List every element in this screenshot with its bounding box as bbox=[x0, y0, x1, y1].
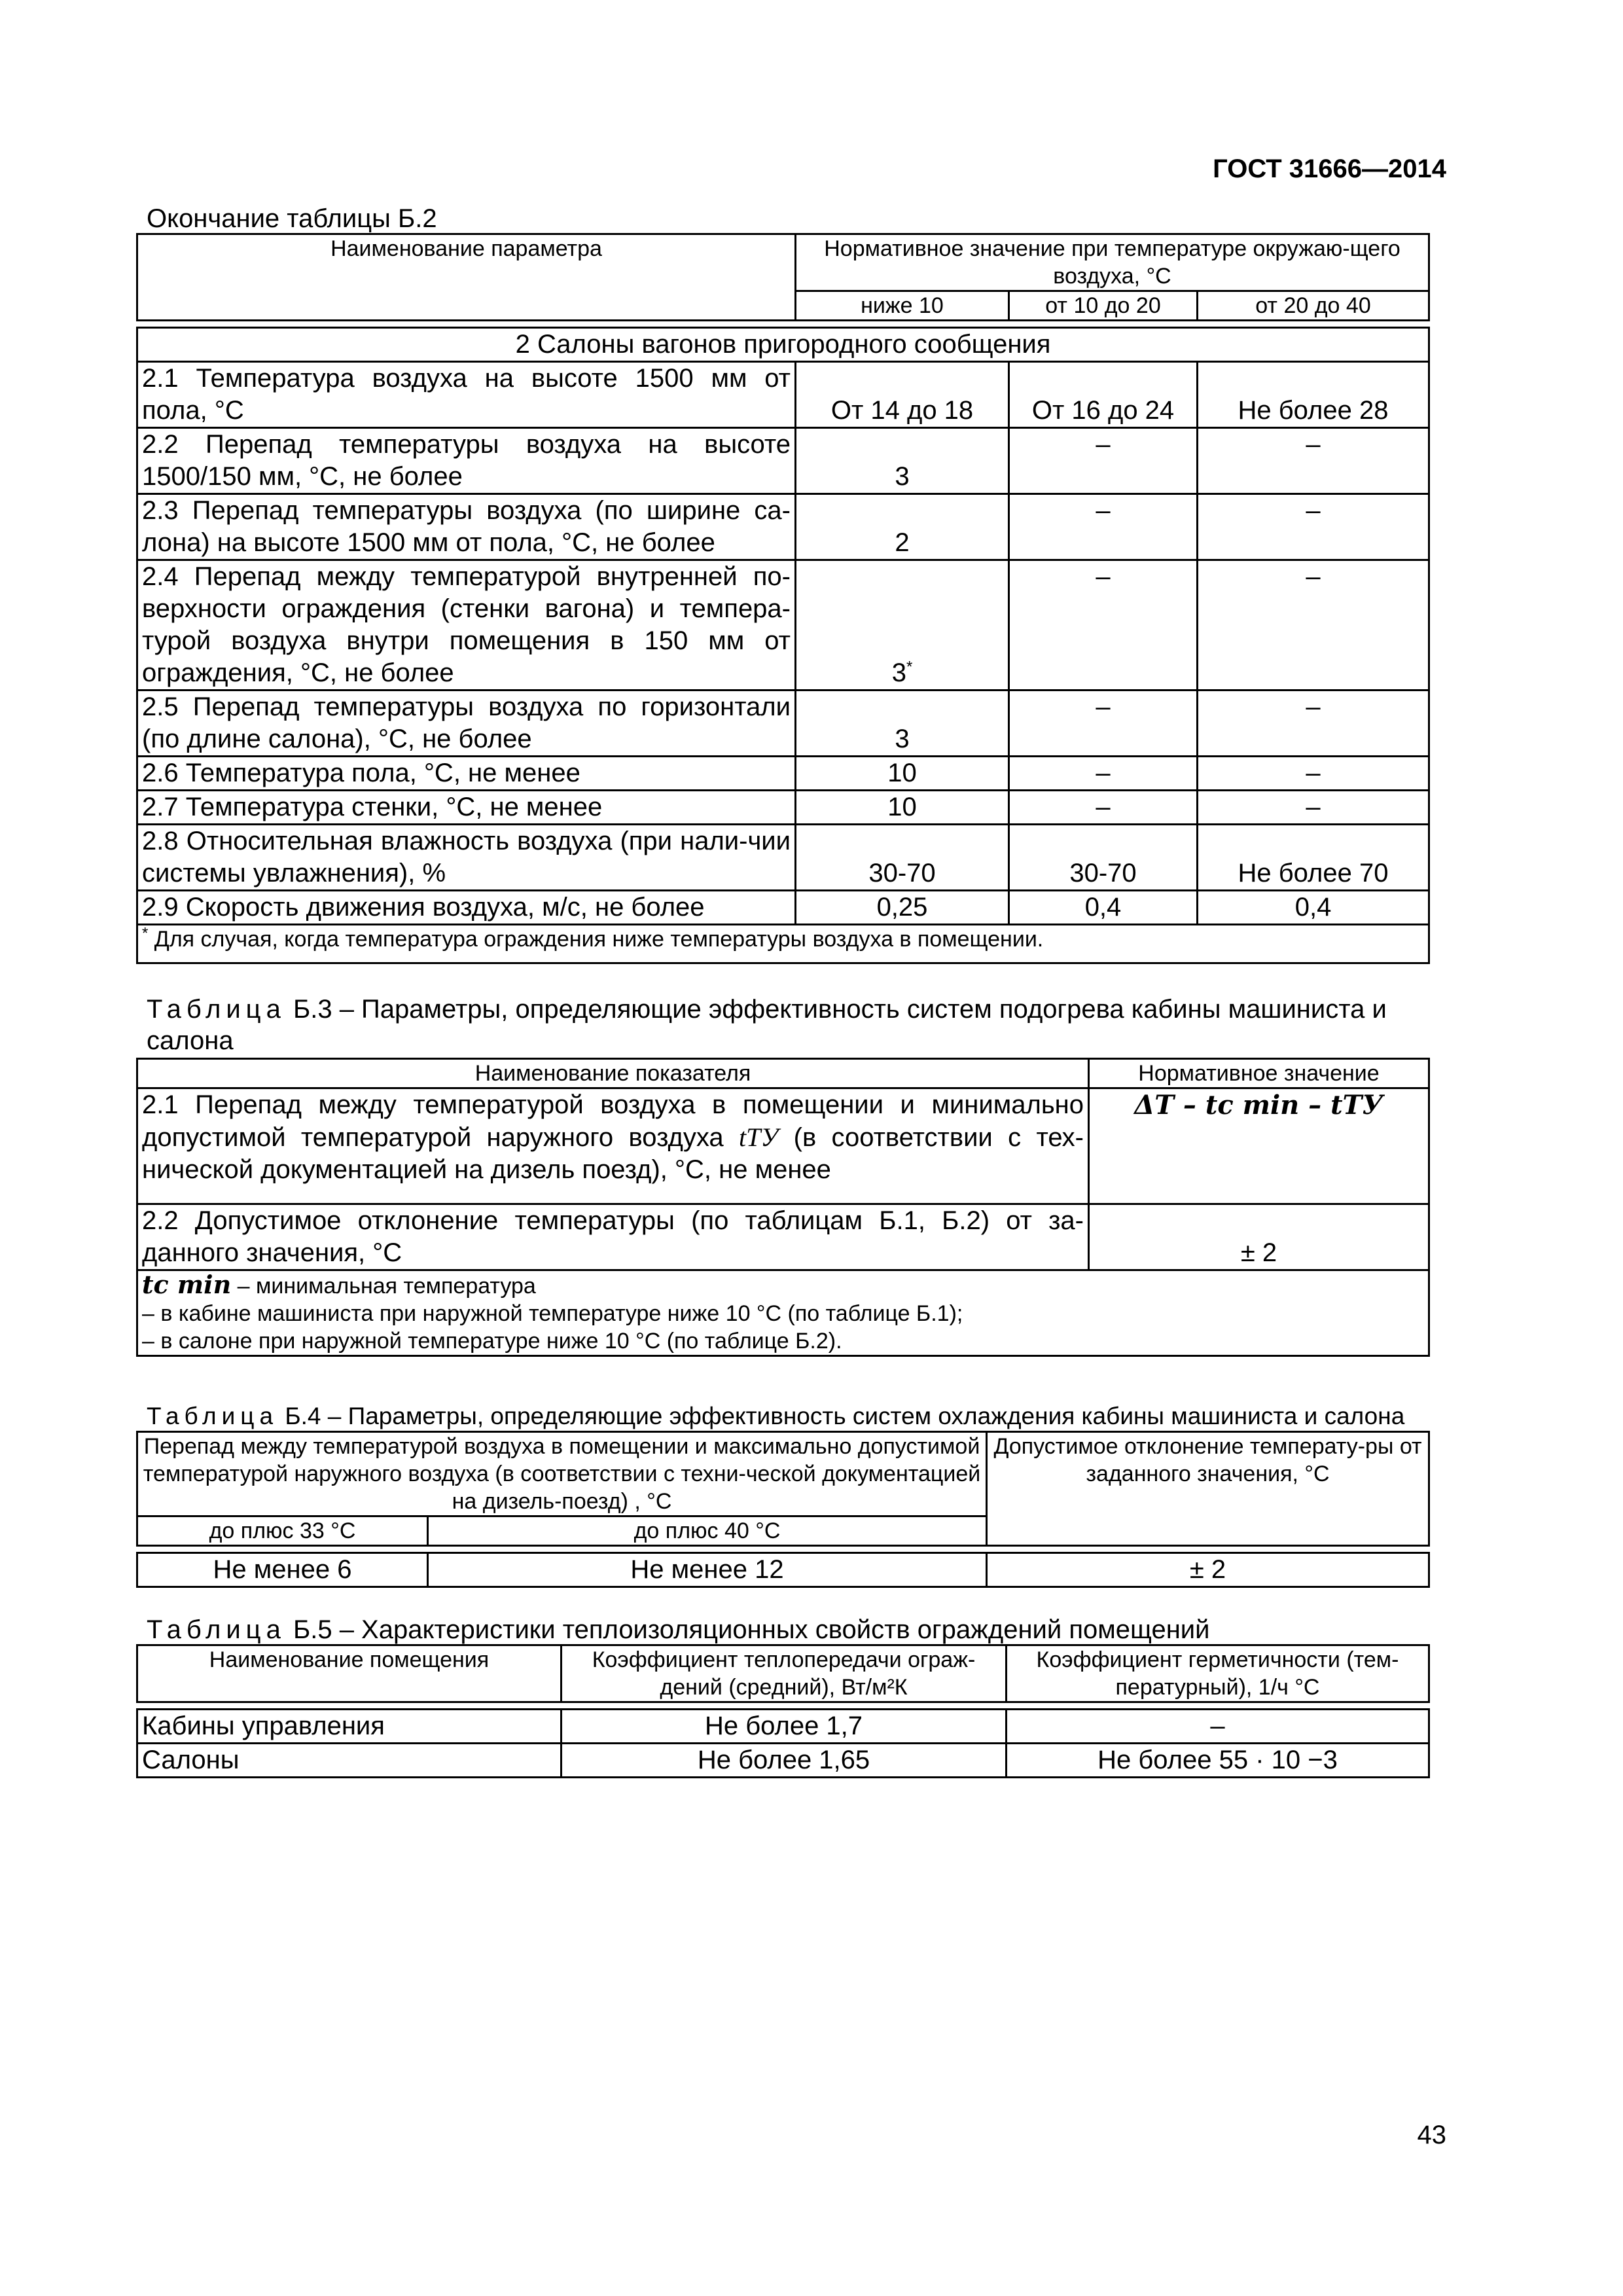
table-b2-row8-v2: 30-70 bbox=[1009, 825, 1198, 891]
table-b2-row3-v3: – bbox=[1198, 494, 1429, 560]
table-b2-row7-v1: 10 bbox=[796, 791, 1009, 825]
table-b2 bbox=[136, 233, 1430, 964]
table-b3-caption-text: Б.3 – Параметры, определяющие эффективность систем подогрева кабины машиниста и салона bbox=[147, 995, 1387, 1055]
table-b4-gap bbox=[137, 1546, 1429, 1553]
table-b2-row2-name: 2.2 Перепад температуры воздуха на высоте 1500/150 мм, °С, не более bbox=[137, 428, 796, 494]
table-b5 bbox=[136, 1644, 1430, 1778]
table-row bbox=[137, 1088, 1429, 1204]
table-b3-note-line1 bbox=[142, 1271, 1424, 1300]
table-b4-sub2: до плюс 40 °С bbox=[428, 1516, 987, 1546]
page-number: 43 bbox=[1417, 2121, 1446, 2149]
table-b2-row5-v1: 3 bbox=[796, 691, 1009, 757]
delta-t-formula: ΔT – tс min – tТУ bbox=[1134, 1090, 1383, 1121]
footnote-mark: * bbox=[142, 924, 149, 942]
table-row bbox=[137, 362, 1429, 428]
table-b2-row1-name: 2.1 Температура воздуха на высоте 1500 мм от пола, °С bbox=[137, 362, 796, 428]
table-b3-header-row bbox=[137, 1059, 1429, 1088]
table-b4 bbox=[136, 1431, 1430, 1588]
table-b2-row4-v3: – bbox=[1198, 560, 1429, 691]
t-ty-variable: tТУ bbox=[739, 1122, 779, 1152]
table-row bbox=[137, 825, 1429, 891]
table-b3-col-name: Наименование показателя bbox=[137, 1059, 1089, 1088]
table-b2-subcol-1: ниже 10 bbox=[796, 291, 1009, 321]
table-b2-row4-v1 bbox=[796, 560, 1009, 691]
table-b2-row3-name: 2.3 Перепад температуры воздуха (по ширине са-лона) на высоте 1500 мм от пола, °С, не более bbox=[137, 494, 796, 560]
table-b5-caption bbox=[147, 1614, 1209, 1645]
footnote-text: Для случая, когда температура ограждения ниже температуры воздуха в помещении. bbox=[154, 927, 1044, 952]
table-b2-gap bbox=[137, 321, 1429, 328]
table-b3-caption-word: Таблица bbox=[147, 995, 286, 1024]
table-b2-row6-v1: 10 bbox=[796, 757, 1009, 791]
table-b2-row3-v1: 2 bbox=[796, 494, 1009, 560]
table-b2-col-param: Наименование параметра bbox=[137, 234, 796, 321]
table-row bbox=[137, 494, 1429, 560]
table-row bbox=[137, 757, 1429, 791]
table-b3-note bbox=[137, 1270, 1429, 1356]
table-b2-row9-v1: 0,25 bbox=[796, 891, 1009, 925]
table-b4-val2: Не менее 12 bbox=[428, 1553, 987, 1587]
table-b2-row3-v2: – bbox=[1009, 494, 1198, 560]
table-b3 bbox=[136, 1058, 1430, 1357]
table-b3-row2-value: ± 2 bbox=[1089, 1204, 1429, 1270]
table-row bbox=[137, 428, 1429, 494]
table-b3-note-line2: – в кабине машиниста при наружной температуре ниже 10 °С (по таблице Б.1); bbox=[142, 1301, 963, 1326]
table-b2-row4-v1-value: 3 bbox=[891, 658, 906, 687]
table-row bbox=[137, 560, 1429, 691]
table-b2-footnote bbox=[137, 925, 1429, 963]
table-b2-row6-name: 2.6 Температура пола, °С, не менее bbox=[137, 757, 796, 791]
table-b5-row1-name: Кабины управления bbox=[137, 1710, 562, 1744]
table-b5-row2-k: Не более 1,65 bbox=[562, 1744, 1007, 1778]
table-b5-col2: Коэффициент теплопередачи ограж-дений (средний), Вт/м²К bbox=[562, 1645, 1007, 1702]
table-b5-col1: Наименование помещения bbox=[137, 1645, 562, 1702]
table-b2-row4-v2: – bbox=[1009, 560, 1198, 691]
table-b2-footnote-row bbox=[137, 925, 1429, 963]
table-b3-caption bbox=[147, 994, 1446, 1056]
table-b2-section-row bbox=[137, 328, 1429, 362]
table-b5-row2-g: Не более 55 · 10 −3 bbox=[1007, 1744, 1429, 1778]
footnote-asterisk: * bbox=[906, 658, 913, 676]
table-b2-row2-v3: – bbox=[1198, 428, 1429, 494]
table-row bbox=[137, 1710, 1429, 1744]
table-b2-row1-v1: От 14 до 18 bbox=[796, 362, 1009, 428]
table-b2-header-row bbox=[137, 234, 1429, 291]
table-b3-col-norm: Нормативное значение bbox=[1089, 1059, 1429, 1088]
table-b3-row1-text-b: (в соответствии с тех-нической документацией на дизель поезд), °С, не менее bbox=[142, 1123, 1084, 1184]
table-b5-row2-name: Салоны bbox=[137, 1744, 562, 1778]
table-b2-row8-v1: 30-70 bbox=[796, 825, 1009, 891]
table-b4-val1: Не менее 6 bbox=[137, 1553, 428, 1587]
table-b2-row6-v2: – bbox=[1009, 757, 1198, 791]
table-b2-section-title: 2 Салоны вагонов пригородного сообщения bbox=[137, 328, 1429, 362]
table-b5-header-row bbox=[137, 1645, 1429, 1702]
table-row bbox=[137, 791, 1429, 825]
table-b5-col3: Коэффициент герметичности (тем-пературный), 1/ч °С bbox=[1007, 1645, 1429, 1702]
table-b5-caption-text: Б.5 – Характеристики теплоизоляционных свойств ограждений помещений bbox=[293, 1615, 1210, 1644]
table-b3-row1-value bbox=[1089, 1088, 1429, 1204]
table-b2-caption: Окончание таблицы Б.2 bbox=[147, 204, 437, 233]
table-b3-row2-name: 2.2 Допустимое отклонение температуры (по таблицам Б.1, Б.2) от за-данного значения, °С bbox=[137, 1204, 1089, 1270]
table-b2-row1-v2: От 16 до 24 bbox=[1009, 362, 1198, 428]
table-b3-note-row bbox=[137, 1270, 1429, 1356]
table-b2-row8-name: 2.8 Относительная влажность воздуха (при нали-чии системы увлажнения), % bbox=[137, 825, 796, 891]
table-b2-row7-v3: – bbox=[1198, 791, 1429, 825]
table-b2-row6-v3: – bbox=[1198, 757, 1429, 791]
table-b2-row8-v3: Не более 70 bbox=[1198, 825, 1429, 891]
table-b2-row5-v2: – bbox=[1009, 691, 1198, 757]
table-row bbox=[137, 1744, 1429, 1778]
table-b4-caption bbox=[147, 1401, 1404, 1432]
table-b2-row7-name: 2.7 Температура стенки, °С, не менее bbox=[137, 791, 796, 825]
table-b2-row9-v2: 0,4 bbox=[1009, 891, 1198, 925]
table-b2-row5-name: 2.5 Перепад температуры воздуха по горизонтали (по длине салона), °С, не более bbox=[137, 691, 796, 757]
table-b2-row5-v3: – bbox=[1198, 691, 1429, 757]
table-b2-row7-v2: – bbox=[1009, 791, 1198, 825]
t-cmin-variable: tс min bbox=[142, 1270, 232, 1299]
table-b2-subcol-3: от 20 до 40 bbox=[1198, 291, 1429, 321]
table-b3-note-line3: – в салоне при наружной температуре ниже 10 °С (по таблице Б.2). bbox=[142, 1329, 842, 1354]
table-row bbox=[137, 691, 1429, 757]
table-b4-sub1: до плюс 33 °С bbox=[137, 1516, 428, 1546]
table-row bbox=[137, 1204, 1429, 1270]
table-b2-row1-v3: Не более 28 bbox=[1198, 362, 1429, 428]
table-b5-caption-word: Таблица bbox=[147, 1615, 286, 1644]
table-b2-col-norm: Нормативное значение при температуре окружаю-щего воздуха, °С bbox=[796, 234, 1429, 291]
table-b2-row2-v2: – bbox=[1009, 428, 1198, 494]
table-b4-caption-text: Б.4 – Параметры, определяющие эффективность систем охлаждения кабины машиниста и салона bbox=[285, 1403, 1405, 1429]
table-b3-row1-text-a: 2.1 Перепад между температурой воздуха в помещении и минимально допустимой температурой наружного воздуха bbox=[142, 1090, 1084, 1152]
table-b4-caption-word: Таблица bbox=[147, 1403, 279, 1429]
table-b2-row9-name: 2.9 Скорость движения воздуха, м/с, не более bbox=[137, 891, 796, 925]
table-b2-subcol-2: от 10 до 20 bbox=[1009, 291, 1198, 321]
table-b2-row4-name: 2.4 Перепад между температурой внутренней по-верхности ограждения (стенки вагона) и темпера-турой воздуха внутри помещения в 150 мм от ограждения, °С, не более bbox=[137, 560, 796, 691]
table-b4-col-diff: Перепад между температурой воздуха в помещении и максимально допустимой температурой наружного воздуха (в соответствии с техни-ческой документацией на дизель-поезд) , °С bbox=[137, 1432, 987, 1516]
table-b5-row1-k: Не более 1,7 bbox=[562, 1710, 1007, 1744]
table-b3-row1-name bbox=[137, 1088, 1089, 1204]
table-row bbox=[137, 891, 1429, 925]
standard-designation: ГОСТ 31666—2014 bbox=[1213, 154, 1446, 183]
table-b3-note-text1: – минимальная температура bbox=[231, 1274, 536, 1299]
table-b4-col-dev: Допустимое отклонение температу-ры от заданного значения, °С bbox=[987, 1432, 1429, 1546]
table-b4-header-row bbox=[137, 1432, 1429, 1516]
table-b2-row9-v3: 0,4 bbox=[1198, 891, 1429, 925]
table-b2-row2-v1: 3 bbox=[796, 428, 1009, 494]
table-row bbox=[137, 1553, 1429, 1587]
table-b4-val3: ± 2 bbox=[987, 1553, 1429, 1587]
table-b5-row1-g: – bbox=[1007, 1710, 1429, 1744]
table-b5-gap bbox=[137, 1702, 1429, 1710]
